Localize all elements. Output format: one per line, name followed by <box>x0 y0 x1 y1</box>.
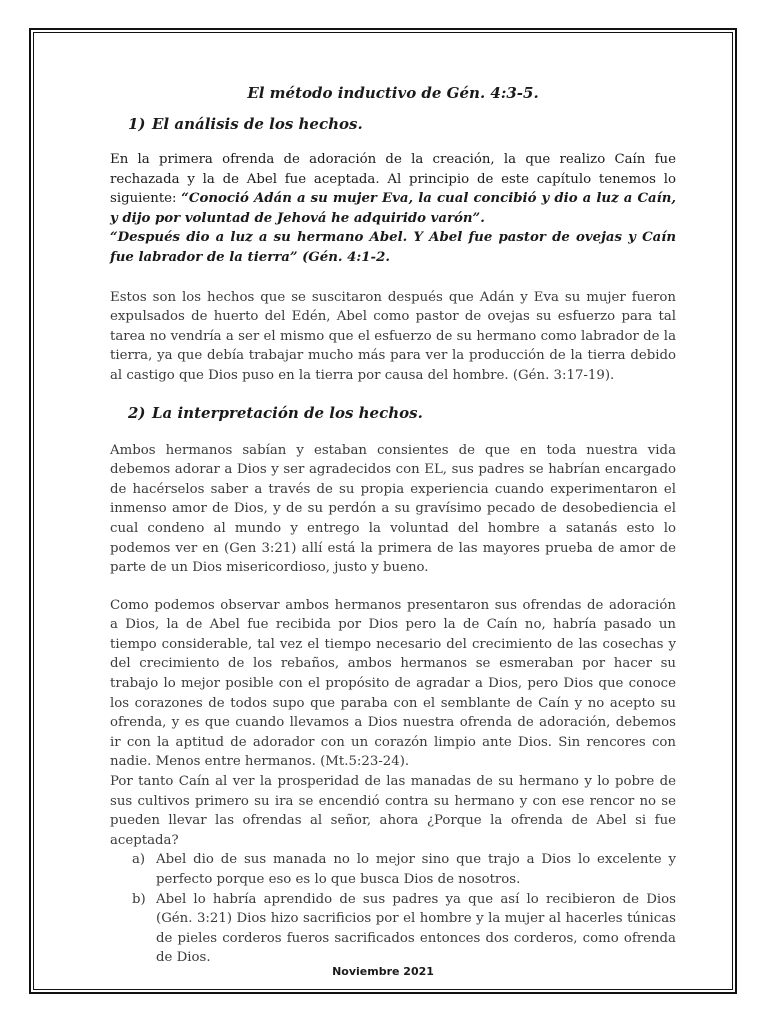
list-item <box>110 850 676 889</box>
document-title: El método inductivo de Gén. 4:3-5. <box>247 84 539 102</box>
section-2-paragraph-2: Como podemos observar ambos hermanos presentaron sus ofrendas de adoración a Dios, la de Abel fue recibida por Dios pero la de Caín no, habría pasado un tiempo considerable, tal vez el tiempo necesario del crecimiento de las cosechas y del crecimiento de los rebaños, ambos hermanos se esmeraban por hacer su trabajo lo mejor posible con el propósito de agradar a Dios, pero Dios que conoce los corazones de todos supo que paraba con el semblante de Caín y no acepto su ofrenda, y es que cuando llevamos a Dios nuestra ofrenda de adoración, debemos ir con la aptitud de adorador con un corazón limpio ante Dios. Sin rencores con nadie. Menos entre hermanos. (Mt.5:23-24). <box>110 597 676 770</box>
section-1-heading <box>110 115 676 134</box>
list-item-marker: b) <box>132 891 146 907</box>
document-body <box>110 84 676 968</box>
section-2-paragraph-3: Por tanto Caín al ver la prosperidad de las manadas de su hermano y lo pobre de sus cultivos primero su ira se encendió contra su hermano y con ese rencor no se pueden llevar las ofrendas al señor, ahora ¿Porque la ofrenda de Abel si fue aceptada? <box>110 774 676 848</box>
section-1-paragraph-2: Estos son los hechos que se suscitaron después que Adán y Eva su mujer fueron expulsados de huerto del Edén, Abel como pastor de ovejas su esfuerzo para tal tarea no vendría a ser el mismo que el esfuerzo de su hermano como labrador de la tierra, ya que debía trabajar mucho más para ver la producción de la tierra debido al castigo que Dios puso en la tierra por causa del hombre. (Gén. 3:17-19). <box>110 289 676 383</box>
list-item <box>110 890 676 968</box>
reasons-list <box>110 850 676 968</box>
section-2-heading <box>110 404 676 423</box>
list-item-text: Abel dio de sus manada no lo mejor sino que trajo a Dios lo excelente y perfecto porque eso es lo que busca Dios de nosotros. <box>156 852 676 887</box>
section-2-title: La interpretación de los hechos. <box>152 403 423 422</box>
section-1-paragraph-quote: “Después dio a luz a su hermano Abel. Y Abel fue pastor de ovejas y Caín fue labrador de la tierra” (Gén. 4:1-2. <box>110 230 676 265</box>
section-1-title: El análisis de los hechos. <box>152 115 363 133</box>
section-1-p1-text: En la primera ofrenda de adoración de la creación, la que realizo Caín fue rechazada y la de Abel fue aceptada. Al principio de este capítulo tenemos lo siguiente: <box>110 152 676 207</box>
section-1-paragraph-1 <box>110 150 676 228</box>
section-2-number: 2) <box>128 403 146 422</box>
section-1-number: 1) <box>128 115 146 133</box>
page-footer-date: Noviembre 2021 <box>332 965 434 978</box>
list-item-text: Abel lo habría aprendido de sus padres ya que así lo recibieron de Dios (Gén. 3:21) Dios hizo sacrificios por el hombre y la mujer al hacerles túnicas de pieles corderos fueros sacrificados entonces dos corderos, como ofrenda de Dios. <box>156 891 676 966</box>
section-2-paragraph-1: Ambos hermanos sabían y estaban consientes de que en toda nuestra vida debemos adorar a Dios y ser agradecidos con EL, sus padres se habrían encargado de hacérselos saber a través de su propia experiencia cuando experimentaron el inmenso amor de Dios, y de su perdón a su gravísimo pecado de desobediencia el cual condeno al mundo y entrego la voluntad del hombre a satanás esto lo podemos ver en (Gen 3:21) allí está la primera de las mayores prueba de amor de parte de un Dios misericordioso, justo y bueno. <box>110 442 676 576</box>
list-item-marker: a) <box>132 852 146 868</box>
section-1-p1-quote: “Conoció Adán a su mujer Eva, la cual concibió y dio a luz a Caín, y dijo por voluntad de Jehová he adquirido varón”. <box>110 191 676 226</box>
